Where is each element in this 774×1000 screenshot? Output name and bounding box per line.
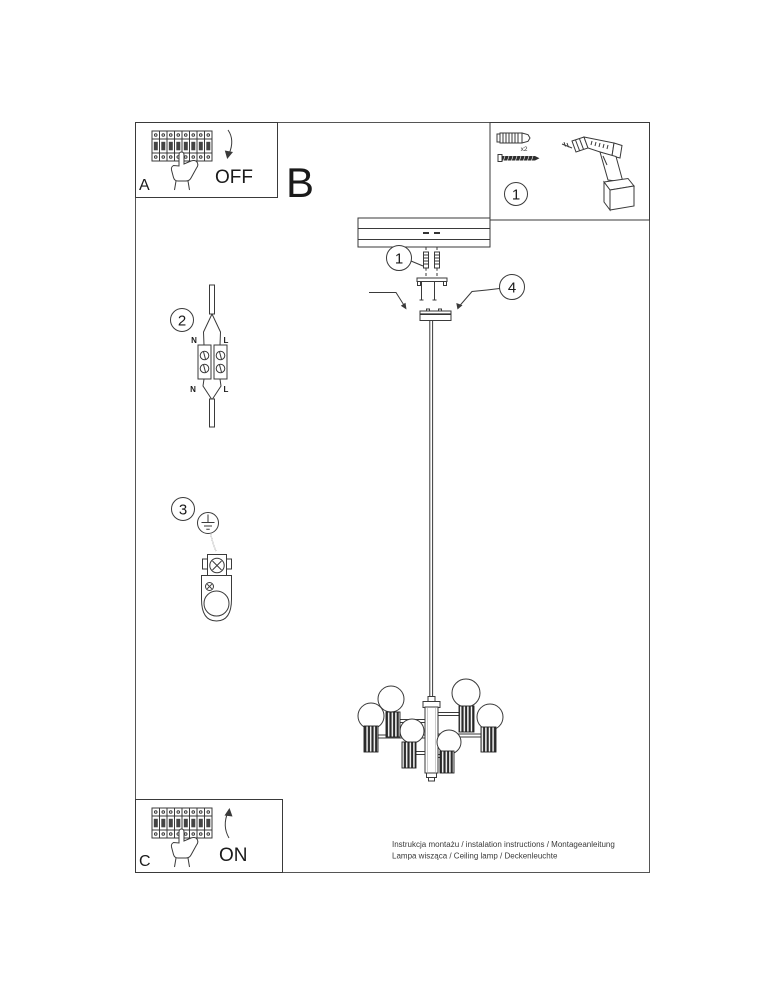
box-c-letter: C <box>139 853 151 870</box>
footer-line-2: Lampa wisząca / Ceiling lamp / Deckenleuchte <box>392 851 558 861</box>
svg-text:3: 3 <box>178 501 188 519</box>
wire-label-l-top: L <box>223 336 229 345</box>
switch-on-label: ON <box>219 845 248 866</box>
mounting-plate-icon <box>202 576 232 622</box>
switch-off-label: OFF <box>215 167 253 188</box>
svg-text:4: 4 <box>507 279 517 297</box>
ceiling-plate <box>358 218 490 247</box>
earth-terminal-icon <box>203 555 232 576</box>
svg-text:2: 2 <box>177 312 187 330</box>
step-1-badge <box>505 183 528 206</box>
step-box-c <box>136 800 283 873</box>
wire-label-n-top: N <box>191 336 197 345</box>
ground-symbol-icon <box>198 513 219 534</box>
terminal-block-icon <box>198 345 227 379</box>
wire-label-l-bottom: L <box>223 385 229 394</box>
wiring-diagram <box>171 285 229 427</box>
callout-canopy-badge <box>487 275 525 300</box>
callout-ground-badge <box>172 498 195 521</box>
footer-line-1: Instrukcja montażu / instalation instructions / Montageanleitung <box>392 840 615 849</box>
tools-box <box>490 123 650 221</box>
pendant-wire <box>430 321 433 698</box>
canopy <box>420 309 451 321</box>
callout-screws-badge <box>387 246 424 271</box>
ground-diagram <box>172 498 232 622</box>
mounting-screws <box>424 247 440 281</box>
mounting-bracket <box>417 278 447 300</box>
callout-wiring-badge <box>171 309 194 332</box>
screw-icon <box>498 155 540 162</box>
arrow-down-icon <box>225 130 233 159</box>
canopy-direction-arrows <box>369 290 487 310</box>
svg-text:1: 1 <box>394 250 404 268</box>
arrow-up-icon <box>225 808 233 838</box>
dowel-qty-label: x2 <box>520 146 528 153</box>
section-b-letter: B <box>286 159 315 206</box>
svg-text:1: 1 <box>511 186 521 204</box>
drill-icon <box>562 137 634 210</box>
wire-label-n-bottom: N <box>190 385 196 394</box>
box-a-letter: A <box>139 177 150 194</box>
step-box-a <box>136 123 278 198</box>
wall-plug-icon <box>497 133 530 143</box>
